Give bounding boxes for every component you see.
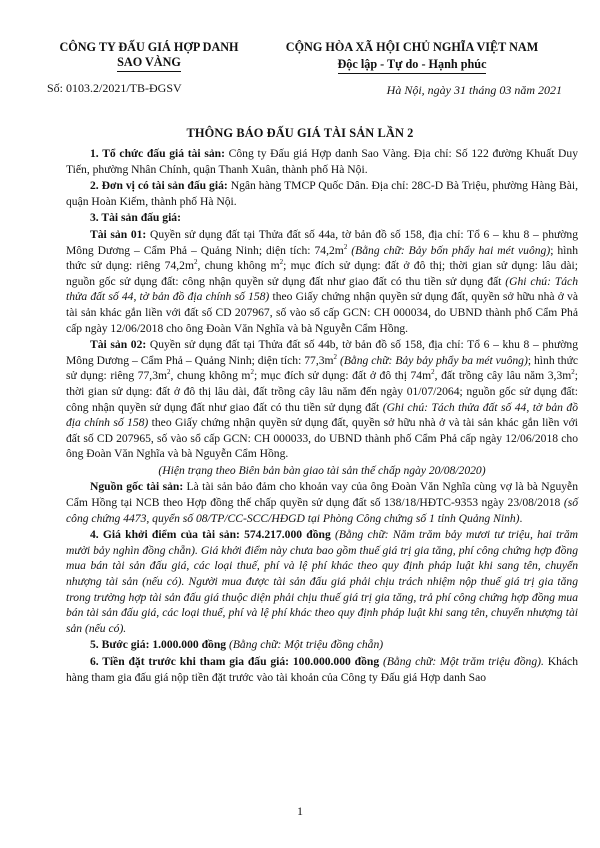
deposit-text: Khách hàng tham gia đấu giá nộp tiền đặt trước vào tài khoản của Công ty Đấu giá Hợp danh Sao: [66, 655, 578, 684]
national-motto: Độc lập - Tự do - Hạnh phúc: [338, 56, 487, 74]
company-name: CÔNG TY ĐẤU GIÁ HỢP DANH: [59, 40, 239, 54]
section-5: [66, 637, 578, 653]
section-1: [66, 146, 578, 177]
asset-02-text: ; mục đích sử dụng: đất ở đô thị 74m: [253, 369, 432, 383]
document-title: THÔNG BÁO ĐẤU GIÁ TÀI SẢN LẦN 2: [186, 126, 414, 140]
section-2-label: 2. Đơn vị có tài sản đấu giá:: [90, 179, 228, 193]
page-number: 1: [297, 804, 303, 818]
organization-header: [44, 40, 254, 96]
asset-01-note: (Ghi chú: Tách thửa đất số 44, tờ bản đồ địa chính số 158): [66, 274, 579, 304]
asset-02-text: ; hình thức sử dụng: riêng 77,3m: [66, 353, 579, 383]
starting-price-details: (Bằng chữ: Năm trăm bảy mươi tư triệu, hai trăm mười bảy nghìn đồng chẵn). Giá khởi điểm này chưa bao gồm thuế giá trị gia tăng, phí công chứng hợp đồng mua bán tài sản đấu giá, các loại thuế, phí và lệ phí khác theo quy định pháp luật khi sang tên, chuyển nhượng tài sản (nếu có). Người mua được tài sản đấu giá phải chịu trách nhiệm nộp thuế giá trị gia tăng trong trường hợp tài sản đấu giá thuộc diện phải chịu thuế giá trị gia tăng, trả phí công chứng hợp đồng mua bán tài sản đấu giá, các loại thuế, phí và lệ phí khác theo quy định pháp luật khi sang tên, chuyển nhượng tài sản (nếu có).: [66, 528, 578, 635]
starting-price-label: 4. Giá khởi điểm của tài sản: 574.217.000 đồng: [90, 528, 331, 542]
section-3-label: 3. Tài sản đấu giá:: [90, 211, 181, 225]
asset-02-text: ; thời gian sử dụng: đất ở đô thị lâu dài, đất trồng cây lâu năm đến ngày 01/07/2064; nguồn gốc sử dụng đất: công nhận quyền sử dụng đất như giao đất có thu tiền sử dụng đất: [66, 369, 578, 414]
superscript: 2: [279, 258, 284, 267]
bid-step-words: (Bằng chữ: Một triệu đồng chẵn): [226, 638, 384, 652]
asset-02-area-words: (Bằng chữ: Bảy bảy phẩy ba mét vuông): [337, 353, 528, 367]
asset-01-text: Quyền sử dụng đất tại Thửa đất số 44a, tờ bản đồ số 158, địa chỉ: Tổ 6 – khu 8 – phường Mông Dương – Cẩm Phả – Quảng Ninh; diện tích: 74,2m: [66, 227, 579, 257]
company-name-line2: SAO VÀNG: [117, 55, 181, 72]
asset-02-text: Quyền sử dụng đất tại Thửa đất số 44b, tờ bản đồ số 158, địa chỉ: Tổ 6 – khu 8 – phường Mông Dương – Cẩm Phả – Quảng Ninh; diện tích: 77,3m: [66, 338, 578, 367]
document-date: Hà Nội, ngày 31 tháng 03 năm 2021: [386, 83, 562, 97]
section-1-label: 1. Tổ chức đấu giá tài sản:: [90, 147, 225, 160]
section-4: [66, 527, 578, 636]
superscript: 2: [333, 352, 338, 361]
asset-01-area-words: (Bằng chữ: Bảy bốn phẩy hai mét vuông): [347, 243, 551, 257]
asset-origin-notary: (số công chứng 4473, quyển số 08/TP/CC-SCC/HĐGD tại Phòng Công chứng số 1 tỉnh Quảng Ninh): [66, 496, 578, 525]
asset-02-note: (Ghi chú: Tách thửa đất số 44, tờ bản đồ địa chính số 158): [66, 400, 578, 430]
superscript: 2: [571, 368, 575, 377]
asset-01-text: , chung không m: [197, 259, 280, 273]
asset-origin-text: Là tài sản bảo đảm cho khoản vay của ông Đoàn Văn Nghĩa cùng vợ là bà Nguyễn Cẩm Hồng tại NCB theo Hợp đồng thế chấp quyền sử dụng đất số 138/18/HĐTC-9353 ngày 23/08/2018: [66, 480, 578, 510]
deposit-words: (Bằng chữ: Một trăm triệu đồng).: [379, 655, 544, 668]
bid-step-label: 5. Bước giá: 1.000.000 đồng: [90, 638, 227, 652]
superscript: 2: [250, 368, 254, 377]
section-6: [66, 654, 578, 685]
asset-02-text: , đất trồng cây lâu năm 3,3m: [434, 369, 572, 383]
asset-01-text: ; hình thức sử dụng: riêng 74,2m: [66, 243, 579, 273]
section-2: [66, 178, 578, 209]
document-number: Số: 0103.2/2021/TB-ĐGSV: [47, 81, 182, 95]
deposit-label: 6. Tiền đặt trước khi tham gia đấu giá: 100.000.000 đồng: [90, 655, 380, 668]
superscript: 2: [431, 368, 435, 377]
asset-01-text: theo Giấy chứng nhận quyền sử dụng đất, quyền sở hữu nhà ở và tài sản khác gắn liền với đất số CD 207967, số vào sổ cấp GCN: CH 000034, do UBND thành phố Cẩm Phả cấp ngày 12/06/2018 cho ông Đoàn Văn Nghĩa và bà Nguyễn Cẩm Hồng.: [66, 290, 579, 335]
superscript: 2: [343, 242, 348, 251]
asset-02-label: Tài sản 02:: [90, 338, 147, 352]
asset-origin: [66, 479, 578, 526]
asset-01: [66, 227, 578, 336]
superscript: 2: [167, 368, 171, 377]
asset-status-text: (Hiện trạng theo Biên bản bàn giao tài sản thế chấp ngày 20/08/2020): [158, 463, 486, 477]
section-3: [66, 210, 578, 226]
asset-02-text: theo Giấy chứng nhận quyền sử dụng đất, quyền sở hữu nhà ở và tài sản khác gắn liền với đất số CD 207965, số vào sổ cấp GCN: CH 000033, do UBND thành phố Cẩm Phả cấp ngày 12/06/2018 cho ông Đoàn Văn Nghĩa và bà Nguyễn Cẩm Hồng.: [66, 416, 578, 461]
asset-02: [66, 337, 578, 462]
section-1-text: Công ty Đấu giá Hợp danh Sao Vàng. Địa chỉ: Số 122 đường Khuất Duy Tiến, phường Nhân Chính, quận Thanh Xuân, thành phố Hà Nội.: [66, 147, 578, 176]
section-2-text: Ngân hàng TMCP Quốc Dân. Địa chỉ: 28C-D Bà Triệu, phường Hàng Bài, quận Hoàn Kiếm, thành phố Hà Nội.: [66, 179, 578, 208]
asset-origin-text: .: [519, 511, 523, 525]
asset-01-label: Tài sản 01:: [90, 227, 147, 241]
nation-name: CỘNG HÒA XÃ HỘI CHỦ NGHĨA VIỆT NAM: [285, 40, 539, 54]
asset-origin-label: Nguồn gốc tài sản:: [90, 480, 184, 494]
national-header: [258, 40, 566, 98]
asset-02-text: , chung không m: [170, 369, 251, 383]
document-body: [66, 146, 578, 686]
superscript: 2: [193, 258, 198, 267]
asset-01-text: ; mục đích sử dụng: đất ở đô thị; thời gian sử dụng: lâu dài; nguồn gốc sử dụng đất: công nhận quyền sử dụng đất như giao đất có thu tiền sử dụng đất: [66, 259, 579, 288]
asset-status-note: [66, 463, 578, 479]
